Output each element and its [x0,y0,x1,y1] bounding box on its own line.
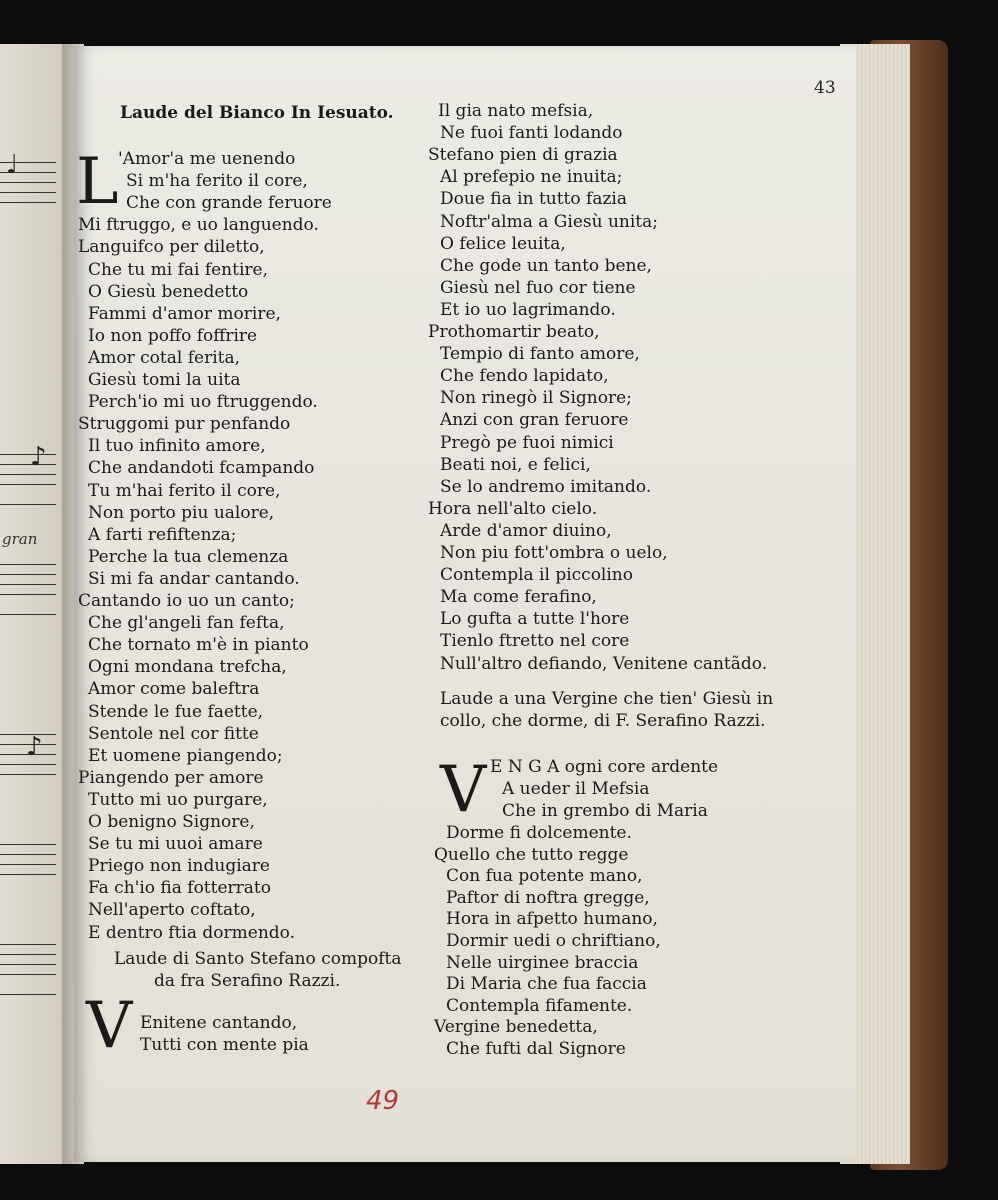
verse-line: Che fendo lapidato, [440,366,609,387]
verse-line: Che tornato m'è in pianto [88,635,309,656]
verse-line: Anzi con gran feruore [440,410,629,431]
hymn-title-1: Laude del Bianco In Iesuato. [120,103,394,123]
verse-line: Amor cotal ferita, [88,347,241,368]
verse-line: Arde d'amor diuino, [440,520,612,541]
folio-mark: 49 [366,1086,400,1116]
verse-line: Tutto mi uo purgare, [88,789,268,810]
verse-line: Che tu mi fai fentire, [88,259,268,280]
verse-line: Con fua potente mano, [446,866,643,887]
verse-line: Di Maria che fua faccia [446,974,647,995]
verse-line: Prothomartir beato, [428,322,600,342]
verse-line: Se tu mi uuoi amare [88,834,263,855]
closing-line-1: Enitene cantando, [140,1013,298,1033]
left-page-text: gran [2,530,38,548]
page-number: 43 [814,78,836,98]
verse-line: Fammi d'amor morire, [88,303,281,324]
left-page-fragment: ♩ ♪ gran ♪ [0,44,74,1164]
verse-line: Stende le fue faette, [88,701,264,722]
verse-line: Languifco per diletto, [78,237,265,258]
verse-line: Perch'io mi uo ftruggendo. [88,392,318,413]
hymn-title-3: Laude a una Vergine che tien' Giesù in [440,689,774,709]
closing-line-2: Tutti con mente pia [140,1035,309,1055]
verse-line: Non porto piu ualore, [88,502,275,523]
verse-line: E dentro ftia dormendo. [88,922,295,943]
verse-line: A farti refiftenza; [88,524,237,545]
verse-line: Giesù tomi la uita [88,370,241,390]
verse-line: Null'altro defiando, Venitene cantãdo. [440,653,768,674]
verse-line: Dormir uedi o chriftiano, [446,931,661,951]
verse-line: Stefano pien di grazia [428,145,618,166]
book-page [74,46,856,1162]
dropcap-line-1: E N G A ogni core ardente [490,757,719,777]
verse-line: Et uomene piangendo; [88,745,283,766]
verse-line: Pregò pe fuoi nimici [440,432,614,453]
verse-line: Sentole nel cor fitte [88,723,259,744]
verse-line: Che con grande feruore [126,193,332,214]
verse-line: Et io uo lagrimando. [440,299,616,320]
verse-line: Si mi fa andar cantando. [88,568,300,589]
verse-line: Noftr'alma a Giesù unita; [440,211,658,232]
hymn-title-3-author: collo, che dorme, di F. Serafino Razzi. [440,711,766,731]
verse-line: Perche la tua clemenza [88,546,289,567]
verse-line: Vergine benedetta, [434,1017,598,1038]
verse-line: Hora in afpetto humano, [446,909,658,930]
verse-line: Amor come baleftra [88,679,260,700]
verse-line: Cantando io uo un canto; [78,591,295,611]
dropcap-l: L [76,145,119,219]
verse-line: O felice leuita, [440,233,566,254]
verse-line: Doue fia in tutto fazia [440,189,627,210]
verse-line: Che andandoti fcampando [88,458,315,479]
verse-line: Paftor di noftra gregge, [446,887,650,908]
hymn-title-2-author: da fra Serafino Razzi. [154,971,341,991]
dropcap-line-2: A ueder il Mefsia [502,779,650,799]
verse-line: Non piu fott'ombra o uelo, [440,543,668,563]
verse-line: Fa ch'io fia fotterrato [88,878,271,899]
verse-line: Ne fuoi fanti lodando [440,123,623,144]
verse-line: Se lo andremo imitando. [440,476,652,497]
verse-line: O benigno Signore, [88,812,255,832]
dropcap-line-3: Che in grembo di Maria [502,801,708,821]
verse-line: Al prefepio ne inuita; [440,167,623,188]
verse-line: Hora nell'alto cielo. [428,498,598,519]
verse-line: Giesù nel fuo cor tiene [440,277,636,298]
verse-line: Non rinegò il Signore; [440,388,632,409]
dropcap-v-2: V [440,753,487,827]
verse-line: Contempla fifamente. [446,995,633,1016]
verse-line: Struggomi pur penfando [78,414,291,435]
verse-line: Che fufti dal Signore [446,1039,626,1059]
verse-line: O Giesù benedetto [88,281,249,302]
verse-line: Piangendo per amore [78,767,264,788]
verse-line: Si m'ha ferito il core, [126,171,308,192]
verse-line: Il tuo infinito amore, [88,436,266,457]
verse-line: Ogni mondana trefcha, [88,657,287,678]
verse-line: Che gode un tanto bene, [440,255,652,276]
verse-line: Nell'aperto coftato, [88,900,256,921]
verse-line: 'Amor'a me uenendo [118,149,296,169]
verse-line: Tempio di fanto amore, [440,344,640,365]
dropcap-v-1: V [86,989,133,1063]
verse-line: Tu m'hai ferito il core, [88,480,281,501]
verse-line: Tienlo ftretto nel core [440,631,630,652]
verse-line: Ma come ferafino, [440,587,597,608]
verse-line: Mi ftruggo, e uo languendo. [78,215,319,236]
verse-line: Priego non indugiare [88,856,270,877]
verse-line: Io non poffo foffrire [88,325,258,346]
verse-line: Che gl'angeli fan fefta, [88,613,285,634]
verse-line: Beati noi, e felici, [440,454,591,475]
verse-line: Contempla il piccolino [440,565,633,586]
verse-line: Lo gufta a tutte l'hore [440,609,630,630]
verse-line: Il gia nato mefsia, [438,101,594,121]
verse-line: Dorme fi dolcemente. [446,823,632,843]
verse-line: Quello che tutto regge [434,844,629,865]
hymn-title-2: Laude di Santo Stefano compofta [114,949,402,969]
verse-line: Nelle uirginee braccia [446,952,639,973]
